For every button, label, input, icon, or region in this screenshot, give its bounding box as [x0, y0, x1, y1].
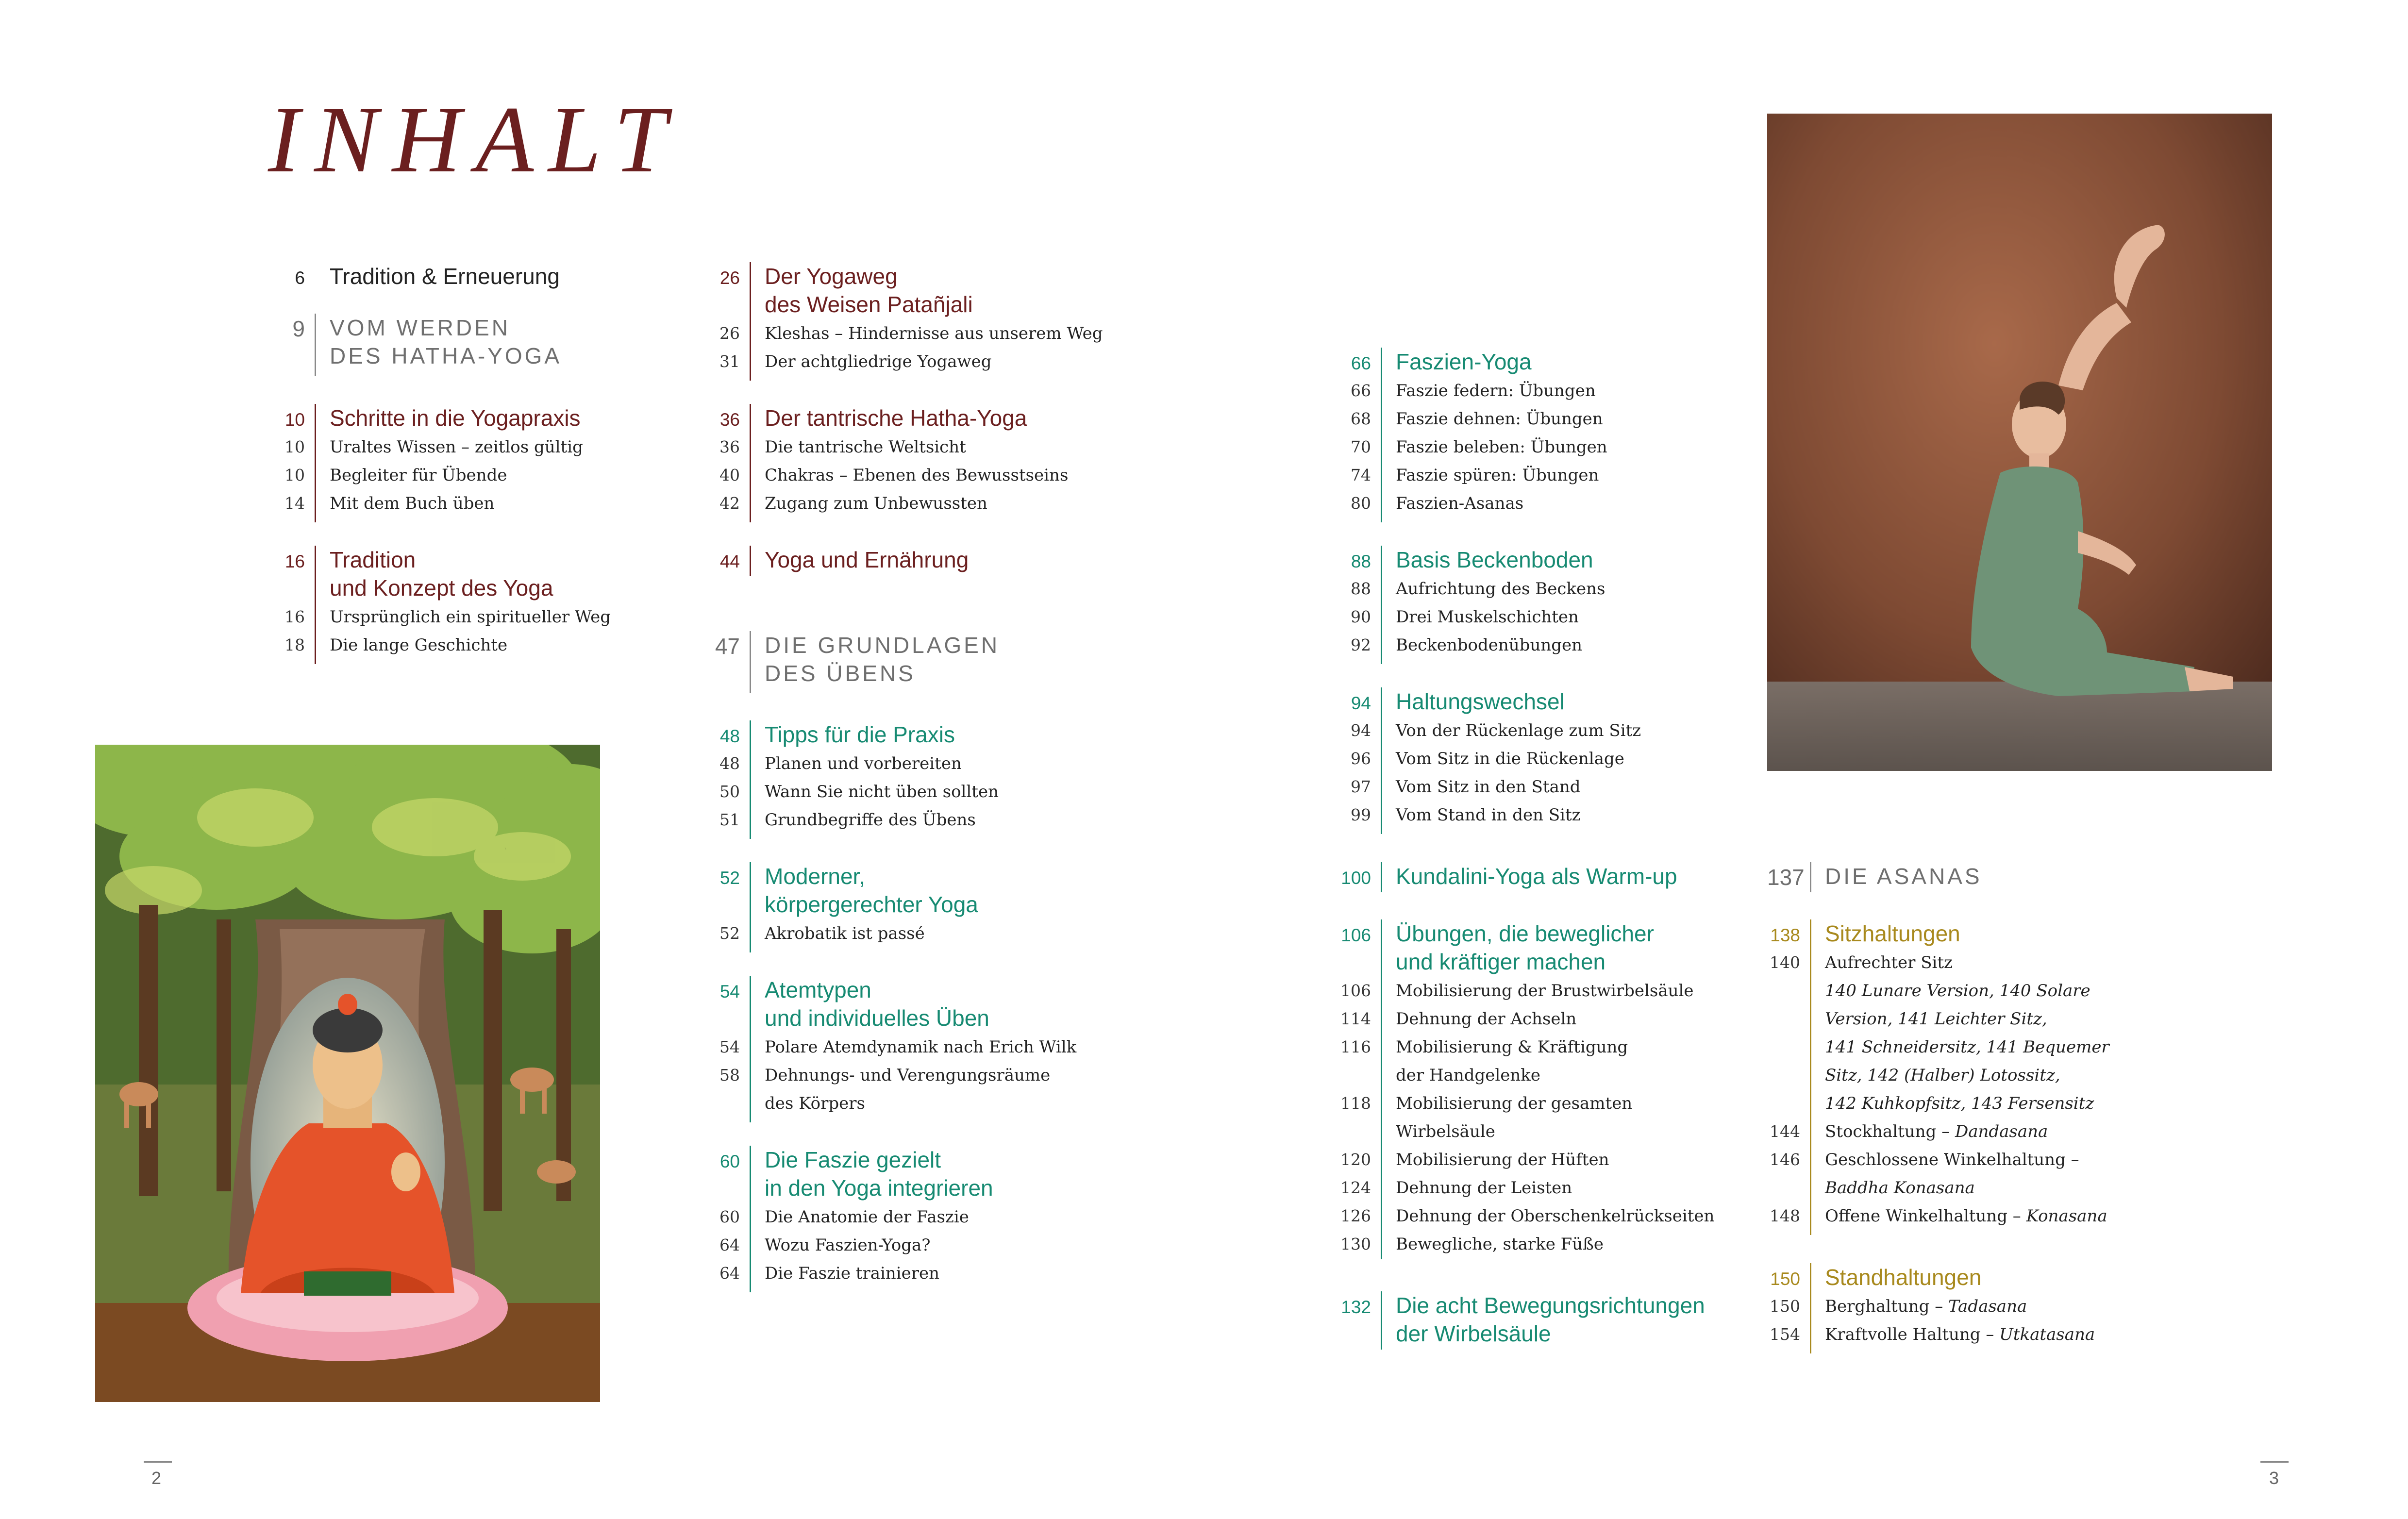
sub-entry-text: Berghaltung –	[1825, 1297, 1949, 1316]
sub-entry: Grundbegriffe des Übens	[765, 810, 976, 830]
sub-entry: Kleshas – Hindernisse aus unserem Weg	[765, 324, 1103, 343]
section-rule	[750, 862, 751, 952]
sub-page-number: 80	[1351, 494, 1371, 513]
sub-page-number: 16	[284, 607, 305, 626]
sub-entry-cont: der Handgelenke	[1396, 1066, 1541, 1085]
section-title: Standhaltungen	[1825, 1265, 1982, 1290]
section-title-line2: in den Yoga integrieren	[765, 1175, 993, 1201]
sub-entry: Dehnung der Oberschenkelrückseiten	[1396, 1206, 1715, 1226]
sub-page-number: 126	[1340, 1206, 1371, 1225]
page-number: 36	[719, 410, 740, 430]
sub-entry: Mobilisierung der Brustwirbelsäule	[1396, 981, 1694, 1001]
sub-page-number: 60	[719, 1207, 740, 1226]
sub-entry: Aufrechter Sitz	[1825, 953, 1953, 972]
sub-entry: Vom Sitz in den Stand	[1396, 777, 1581, 797]
sub-page-number: 90	[1351, 607, 1371, 626]
page-number: 138	[1770, 925, 1800, 945]
section-title: Haltungswechsel	[1396, 689, 1565, 714]
section-title-line2: und individuelles Üben	[765, 1005, 989, 1031]
section-rule	[1381, 1291, 1382, 1350]
sub-page-number: 99	[1351, 805, 1371, 824]
section-rule	[1381, 862, 1382, 892]
sub-page-number: 68	[1351, 409, 1371, 428]
sub-page-number: 120	[1340, 1150, 1371, 1169]
page-number: 106	[1341, 925, 1371, 945]
section-rule	[750, 404, 751, 522]
section-rule	[750, 631, 751, 693]
sub-entry: Begleiter für Übende	[330, 466, 507, 485]
sub-entry: Akrobatik ist passé	[765, 924, 925, 943]
sub-entry-sanskrit: Baddha Konasana	[1825, 1178, 1975, 1198]
sub-entry	[1825, 1292, 2027, 1320]
sub-entry-text: Stockhaltung –	[1825, 1122, 1955, 1141]
section-title: Schritte in die Yogapraxis	[330, 405, 581, 431]
page-number: 94	[1351, 693, 1371, 713]
section-title: Basis Beckenboden	[1396, 547, 1593, 572]
section-title-line2: und kräftiger machen	[1396, 949, 1606, 974]
toc-section-atemtypen[interactable]	[707, 976, 1095, 1122]
sub-entry: Die Faszie trainieren	[765, 1264, 940, 1283]
sub-page-number: 144	[1770, 1122, 1800, 1141]
sub-entry: Dehnungs- und Verengungsräume	[765, 1066, 1051, 1085]
section-rule	[750, 1146, 751, 1292]
sub-entry-detail: 141 Schneidersitz, 141 Bequemer	[1825, 1037, 2109, 1057]
page-number: 66	[1351, 353, 1371, 373]
part-title-line2: DES ÜBENS	[765, 661, 916, 686]
page-number: 52	[719, 868, 740, 888]
sub-entry	[1825, 1320, 2095, 1349]
sub-entry-detail: Sitz, 142 (Halber) Lotossitz,	[1825, 1066, 2060, 1085]
sub-entry-text: Offene Winkelhaltung –	[1825, 1206, 2026, 1226]
sub-entry: Wann Sie nicht üben sollten	[765, 782, 999, 801]
page-number: 44	[719, 551, 740, 571]
sub-page-number: 148	[1770, 1206, 1800, 1225]
sub-entry	[1825, 1202, 2107, 1230]
sub-page-number: 124	[1340, 1178, 1371, 1197]
part-title-line1: VOM WERDEN	[330, 315, 510, 340]
sub-entry: Dehnung der Leisten	[1396, 1178, 1572, 1198]
sub-page-number: 130	[1340, 1235, 1371, 1253]
sub-entry-cont: Wirbelsäule	[1396, 1122, 1495, 1141]
sub-entry: Faszie spüren: Übungen	[1396, 466, 1599, 485]
sub-page-number: 40	[719, 466, 740, 484]
toc-section-schritte[interactable]	[272, 404, 641, 522]
sub-page-number: 116	[1340, 1037, 1371, 1056]
sub-entry: Faszien-Asanas	[1396, 494, 1524, 513]
page-number: 26	[719, 268, 740, 288]
toc-section-moderner[interactable]	[707, 862, 1095, 952]
page-number: 10	[284, 410, 305, 430]
sub-entry: Beckenbodenübungen	[1396, 635, 1583, 655]
section-title-line1: Moderner,	[765, 864, 866, 889]
sub-page-number: 50	[719, 782, 740, 801]
section-rule	[1810, 862, 1811, 892]
page-number: 48	[719, 726, 740, 746]
sub-page-number: 31	[719, 352, 740, 371]
sub-entry-sanskrit: Utkatasana	[1999, 1325, 2095, 1344]
toc-section-haltungswechsel[interactable]	[1338, 687, 1736, 834]
toc-section-ernaehrung[interactable]	[707, 546, 1095, 576]
toc-section-uebungen[interactable]	[1338, 919, 1736, 1259]
sub-page-number: 10	[284, 466, 305, 484]
toc-part-asanas[interactable]	[1767, 862, 2204, 892]
sub-entry-detail: 140 Lunare Version, 140 Solare	[1825, 981, 2090, 1001]
sub-entry: Bewegliche, starke Füße	[1396, 1235, 1604, 1254]
sub-entry: Ursprünglich ein spiritueller Weg	[330, 607, 611, 627]
sub-page-number: 26	[719, 324, 740, 343]
section-rule	[315, 404, 316, 522]
section-title-line2: körpergerechter Yoga	[765, 892, 978, 917]
toc-section-faszien-yoga[interactable]	[1338, 348, 1736, 522]
sub-page-number: 88	[1351, 579, 1371, 598]
sub-entry: Drei Muskelschichten	[1396, 607, 1579, 627]
sub-page-number: 92	[1351, 635, 1371, 654]
page-number: 9	[292, 316, 305, 341]
sub-page-number: 70	[1351, 437, 1371, 456]
section-title: Kundalini-Yoga als Warm-up	[1396, 864, 1677, 889]
section-title-line1: Die Faszie gezielt	[765, 1147, 941, 1172]
sub-page-number: 42	[719, 494, 740, 513]
toc-section-tradition-konzept[interactable]	[272, 546, 641, 664]
page-number: 88	[1351, 551, 1371, 571]
section-title: Yoga und Ernährung	[765, 547, 969, 572]
yoga-photo-svg	[1767, 114, 2272, 771]
sub-entry: Mit dem Buch üben	[330, 494, 495, 513]
section-rule	[750, 262, 751, 381]
sub-page-number: 48	[719, 754, 740, 773]
page-number: 47	[715, 634, 740, 659]
sub-entry-detail: Version, 141 Leichter Sitz,	[1825, 1009, 2047, 1029]
buddha-painting-svg	[95, 745, 600, 1402]
sub-entry: Von der Rückenlage zum Sitz	[1396, 721, 1641, 740]
page-number-rule-left	[144, 1461, 172, 1463]
sub-page-number: 64	[719, 1264, 740, 1283]
section-title: Der tantrische Hatha-Yoga	[765, 405, 1027, 431]
section-title-line1: Der Yogaweg	[765, 264, 898, 289]
sub-entry: Mobilisierung der gesamten	[1396, 1094, 1633, 1113]
sub-page-number: 114	[1340, 1009, 1371, 1028]
sub-page-number: 146	[1770, 1150, 1800, 1169]
section-title: Sitzhaltungen	[1825, 921, 1960, 946]
sub-entry: Uraltes Wissen – zeitlos gültig	[330, 437, 583, 457]
sub-page-number: 94	[1351, 721, 1371, 740]
sub-entry: Vom Stand in den Sitz	[1396, 805, 1581, 825]
section-rule	[1810, 919, 1811, 1235]
page-number-right: 3	[2269, 1468, 2279, 1488]
toc-section-faszie-gezielt[interactable]	[707, 1146, 1095, 1292]
page-number: 54	[719, 982, 740, 1002]
sub-entry: Faszie dehnen: Übungen	[1396, 409, 1603, 429]
sub-entry: Faszie beleben: Übungen	[1396, 437, 1607, 457]
sub-page-number: 97	[1351, 777, 1371, 796]
section-title-line1: Die acht Bewegungsrichtungen	[1396, 1293, 1705, 1318]
sub-entry-sanskrit: Tadasana	[1948, 1297, 2027, 1316]
section-title-line1: Übungen, die beweglicher	[1396, 921, 1654, 946]
page-number: 60	[719, 1152, 740, 1171]
part-title-line2: DES HATHA-YOGA	[330, 343, 562, 368]
section-rule	[750, 546, 751, 576]
sub-entry: Vom Sitz in die Rückenlage	[1396, 749, 1624, 768]
toc-section-bewegungsrichtungen[interactable]	[1338, 1291, 1736, 1350]
toc-section-sitzhaltungen[interactable]	[1767, 919, 2204, 1235]
section-title-line1: Atemtypen	[765, 977, 871, 1002]
page-number: 150	[1770, 1269, 1800, 1289]
section-rule	[1381, 546, 1382, 664]
section-title: Tipps für die Praxis	[765, 722, 955, 747]
sub-page-number: 18	[284, 635, 305, 654]
sub-page-number: 154	[1770, 1325, 1800, 1344]
sub-page-number: 106	[1340, 981, 1371, 1000]
sub-entry: Mobilisierung der Hüften	[1396, 1150, 1609, 1169]
sub-entry: Wozu Faszien-Yoga?	[765, 1235, 931, 1255]
section-title-line2: des Weisen Patañjali	[765, 292, 973, 317]
sub-page-number: 36	[719, 437, 740, 456]
section-title: Tradition & Erneuerung	[330, 264, 560, 289]
sub-entry-cont: des Körpers	[765, 1094, 865, 1113]
section-title-line2: der Wirbelsäule	[1396, 1321, 1551, 1346]
sub-page-number: 14	[284, 494, 305, 513]
sub-entry: Geschlossene Winkelhaltung –	[1825, 1150, 2079, 1169]
page-number: 132	[1341, 1297, 1371, 1317]
sub-page-number: 10	[284, 437, 305, 456]
sub-entry: Polare Atemdynamik nach Erich Wilk	[765, 1037, 1077, 1057]
section-rule	[1381, 919, 1382, 1259]
sub-entry: Dehnung der Achseln	[1396, 1009, 1577, 1029]
sub-entry-sanskrit: Dandasana	[1955, 1122, 2048, 1141]
sub-entry-text: Kraftvolle Haltung –	[1825, 1325, 2000, 1344]
section-rule	[315, 546, 316, 664]
sub-entry: Die tantrische Weltsicht	[765, 437, 966, 457]
toc-part-vom-werden[interactable]	[272, 314, 612, 376]
page-number-rule-right	[2260, 1461, 2289, 1463]
sub-entry: Die lange Geschichte	[330, 635, 508, 655]
section-rule	[750, 720, 751, 839]
sub-page-number: 74	[1351, 466, 1371, 484]
page-number: 137	[1767, 865, 1805, 890]
sub-entry: Aufrichtung des Beckens	[1396, 579, 1605, 599]
buddha-painting	[95, 745, 600, 1402]
sub-entry: Mobilisierung & Kräftigung	[1396, 1037, 1628, 1057]
toc-section-standhaltungen[interactable]	[1767, 1263, 2204, 1353]
toc-section-tantrische[interactable]	[707, 404, 1095, 522]
section-title: Faszien-Yoga	[1396, 349, 1532, 374]
toc-section-kundalini[interactable]	[1338, 862, 1736, 892]
sub-page-number: 118	[1340, 1094, 1371, 1113]
sub-page-number: 140	[1770, 953, 1800, 972]
sub-entry: Die Anatomie der Faszie	[765, 1207, 969, 1227]
part-title-line1: DIE GRUNDLAGEN	[765, 633, 1000, 658]
toc-section-tipps[interactable]	[707, 720, 1095, 839]
sub-page-number: 150	[1770, 1297, 1800, 1316]
page-number: 100	[1341, 868, 1371, 888]
toc-section-tradition-erneuerung[interactable]	[272, 262, 612, 291]
section-rule	[750, 976, 751, 1122]
page-number: 6	[295, 268, 305, 288]
sub-entry-sanskrit: Konasana	[2026, 1206, 2107, 1226]
section-title-line1: Tradition	[330, 547, 416, 572]
toc-section-yogaweg[interactable]	[707, 262, 1103, 381]
sub-page-number: 66	[1351, 381, 1371, 400]
toc-part-grundlagen[interactable]	[707, 631, 1095, 693]
section-title-line2: und Konzept des Yoga	[330, 575, 553, 601]
page-heading: INHALT	[268, 87, 682, 192]
sub-entry: Faszie federn: Übungen	[1396, 381, 1596, 401]
sub-page-number: 54	[719, 1037, 740, 1056]
section-rule	[315, 314, 316, 376]
sub-entry	[1825, 1118, 2048, 1146]
sub-entry: Zugang zum Unbewussten	[765, 494, 987, 513]
sub-page-number: 58	[719, 1066, 740, 1085]
sub-entry: Der achtgliedrige Yogaweg	[765, 352, 992, 371]
sub-page-number: 96	[1351, 749, 1371, 768]
section-rule	[1381, 687, 1382, 834]
page-number: 16	[284, 551, 305, 571]
section-rule	[1381, 348, 1382, 522]
page-number-left: 2	[151, 1468, 162, 1488]
sub-page-number: 64	[719, 1235, 740, 1254]
section-rule	[1810, 1263, 1811, 1353]
part-title: DIE ASANAS	[1825, 864, 1982, 889]
sub-page-number: 52	[719, 924, 740, 943]
sub-page-number: 51	[719, 810, 740, 829]
toc-section-beckenboden[interactable]	[1338, 546, 1736, 664]
sub-entry: Planen und vorbereiten	[765, 754, 962, 773]
sub-entry: Chakras – Ebenen des Bewusstseins	[765, 466, 1069, 485]
yoga-photo	[1767, 114, 2272, 771]
sub-entry-detail: 142 Kuhkopfsitz, 143 Fersensitz	[1825, 1094, 2094, 1113]
